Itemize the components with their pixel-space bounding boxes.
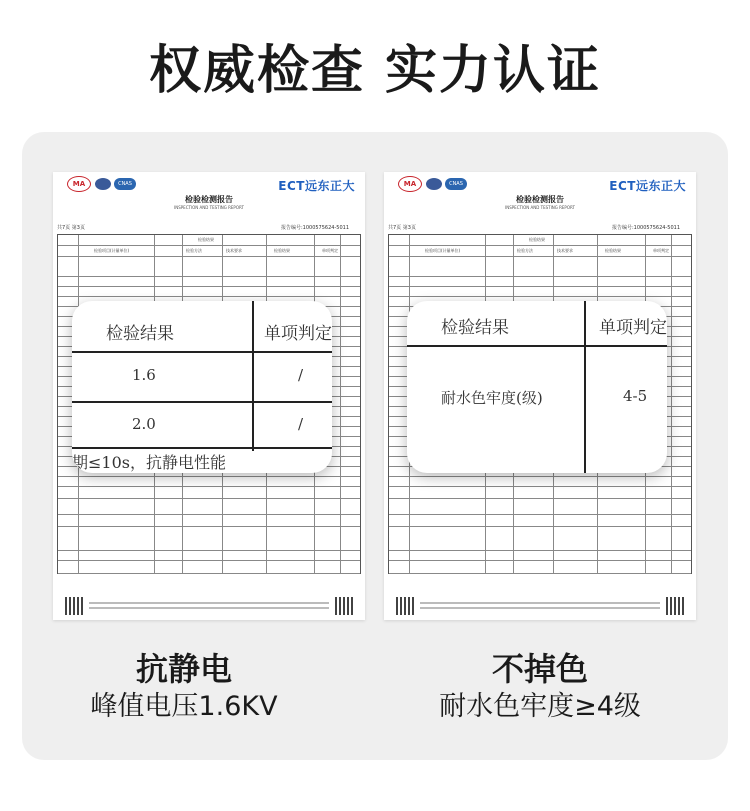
table-section-label: 检验结果 [529,237,545,242]
zoom-footnote: 期≤10s，抗静电性能 [72,453,226,472]
report-subtitle: INSPECTION AND TESTING REPORT [505,205,575,210]
ma-logo-icon: MA [67,176,91,192]
report-footer [396,597,684,615]
ilac-logo-icon [426,178,442,190]
judge-value: / [298,366,304,384]
report-page: 共7页 第3页 [57,225,85,231]
report-subtitle: INSPECTION AND TESTING REPORT [174,205,244,210]
report-title: 检验检测报告 [185,195,233,204]
ilac-logo-icon [95,178,111,190]
col-item: 检验项目(计量单位) [425,248,461,253]
report-page: 共7页 第3页 [388,225,416,231]
zoom-callout-left [72,301,332,473]
col-method: 检验方法 [517,248,533,253]
table-section-label: 检验结果 [198,237,214,242]
zoom-callout-right [407,301,667,473]
judge-value: / [298,415,304,433]
col-req: 技术要求 [557,248,573,253]
ect-brand-logo: ECT远东正大 [278,179,355,193]
ect-brand-logo: ECT远东正大 [609,179,686,193]
zoom-header-result: 检验结果 [441,318,509,338]
col-judge: 单项判定 [322,248,338,253]
page-title: 权威检查 实力认证 [148,41,602,101]
item-value: 4-5 [623,387,648,405]
cnas-logo-icon: CNAS [445,178,467,190]
result-value: 2.0 [132,415,156,433]
report-title: 检验检测报告 [516,195,564,204]
col-method: 检验方法 [186,248,202,253]
qr-code-icon [666,597,684,615]
item-name: 耐水色牢度(级) [441,389,543,407]
qr-code-icon [65,597,83,615]
zoom-header-judge: 单项判定 [599,318,667,338]
report-footer [65,597,353,615]
ma-logo-icon: MA [398,176,422,192]
qr-code-icon [335,597,353,615]
caption-subtitle-right: 耐水色牢度≥4级 [439,691,641,722]
cnas-logo-icon: CNAS [114,178,136,190]
report-header [59,176,359,196]
qr-code-icon [396,597,414,615]
col-item: 检验项目(计量单位) [94,248,130,253]
zoom-header-judge: 单项判定 [264,324,332,344]
result-value: 1.6 [132,366,156,384]
col-result: 检验结果 [605,248,621,253]
report-number: 报告编号:1000575624-5011 [280,225,349,231]
col-result: 检验结果 [274,248,290,253]
caption-title-right: 不掉色 [491,650,588,688]
caption-subtitle-left: 峰值电压1.6KV [90,691,278,722]
report-number: 报告编号:1000575624-5011 [611,225,680,231]
col-judge: 单项判定 [653,248,669,253]
caption-title-left: 抗静电 [135,650,232,688]
zoom-header-result: 检验结果 [106,324,174,344]
report-header [390,176,690,196]
col-req: 技术要求 [226,248,242,253]
